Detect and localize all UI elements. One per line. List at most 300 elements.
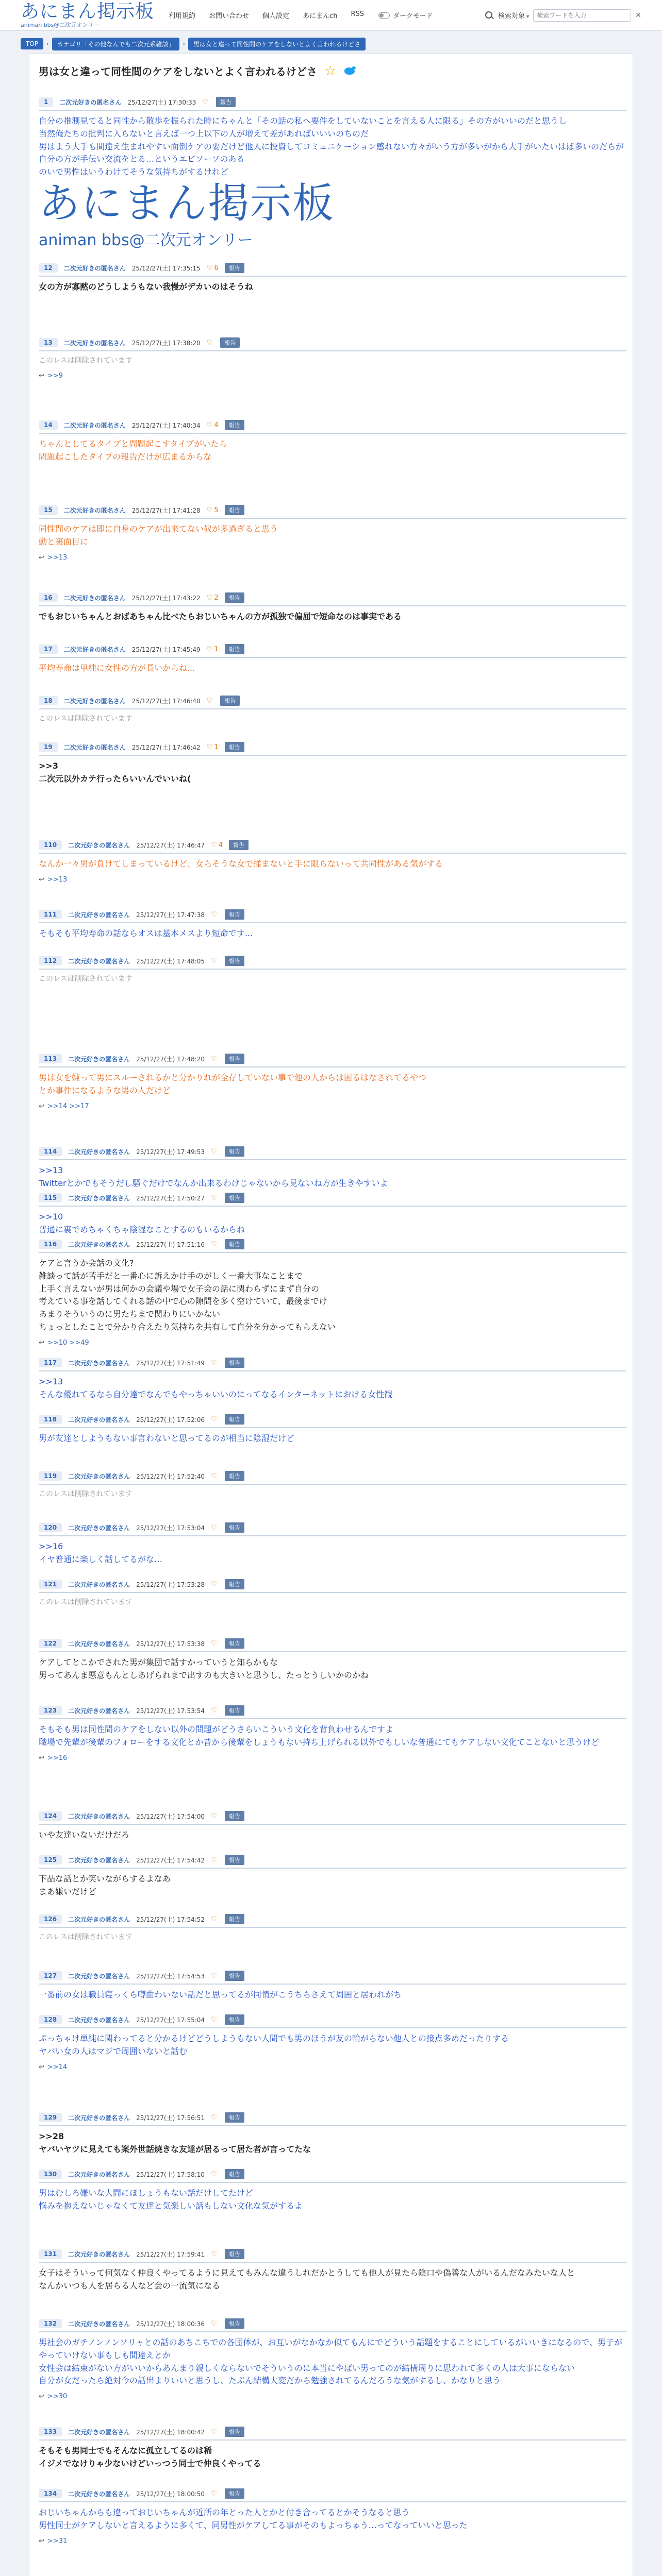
like-button[interactable]: [211, 1707, 219, 1715]
post-header: [29, 693, 633, 708]
post: [29, 1236, 633, 1347]
post-header: [29, 1144, 633, 1159]
post-header: [29, 1852, 633, 1868]
post: [29, 2424, 633, 2470]
post: [29, 837, 633, 884]
report-button[interactable]: 報告: [225, 263, 244, 273]
reply-arrow-icon: ↩: [39, 1102, 44, 1110]
post-header: [29, 1468, 633, 1484]
post-date: 25/12/27(土) 17:41:28: [131, 506, 201, 514]
post-date: 25/12/27(土) 17:48:20: [136, 1055, 205, 1063]
deleted-post-notice: このレスは削除されています: [39, 1933, 133, 1941]
reply-links[interactable]: >>10 >>49: [47, 1338, 89, 1347]
search-input[interactable]: [533, 9, 631, 22]
post-replies[interactable]: [29, 1097, 633, 1110]
post-number[interactable]: 126: [39, 1914, 62, 1924]
post-header: [29, 1190, 633, 1206]
reply-links[interactable]: >>13: [47, 553, 68, 562]
post: [29, 335, 633, 380]
site-header: [0, 0, 662, 31]
poster-name: 二次元好きの匿名さん: [68, 2490, 130, 2498]
report-button[interactable]: 報告: [225, 644, 244, 654]
post-body: そもそも男同士でもそんなに孤立してるのは稀 イジメでなけりゃ少ないけどいっつう同士で仲良くやってる: [39, 2446, 261, 2468]
post: [29, 2486, 633, 2545]
post: [29, 1051, 633, 1110]
post-replies[interactable]: [29, 367, 633, 380]
report-button[interactable]: 報告: [225, 1146, 244, 1157]
post-number[interactable]: 129: [39, 2113, 62, 2122]
post-number[interactable]: 128: [39, 2015, 62, 2024]
like-button[interactable]: [211, 1148, 219, 1156]
post-date: 25/12/27(土) 18:00:42: [136, 2428, 205, 2436]
report-button[interactable]: 報告: [225, 1471, 244, 1481]
post-replies[interactable]: [29, 1749, 633, 1762]
post-date: 25/12/27(土) 17:45:49: [131, 646, 201, 653]
post: [29, 1852, 633, 1899]
poster-name: 二次元好きの匿名さん: [68, 1916, 130, 1923]
like-button[interactable]: [211, 911, 219, 919]
post-number[interactable]: 12: [39, 263, 58, 273]
report-button[interactable]: 報告: [225, 1358, 244, 1368]
post-number[interactable]: 118: [39, 1415, 62, 1424]
post-date: 25/12/27(土) 18:00:36: [136, 2320, 205, 2328]
star-icon[interactable]: ☆: [324, 63, 337, 79]
poster-name: 二次元好きの匿名さん: [68, 2320, 130, 2328]
like-button[interactable]: ♡ 1: [207, 743, 219, 751]
report-button[interactable]: 報告: [220, 337, 240, 348]
poster-name: 二次元好きの匿名さん: [63, 743, 126, 751]
like-button[interactable]: [211, 2114, 219, 2122]
like-button[interactable]: [211, 1640, 219, 1648]
poster-name: 二次元好きの匿名さん: [63, 339, 126, 347]
report-button[interactable]: 報告: [225, 2112, 244, 2123]
poster-name: 二次元好きの匿名さん: [68, 1640, 130, 1648]
poster-name: 二次元好きの匿名さん: [68, 2114, 130, 2122]
post-number[interactable]: 110: [39, 840, 62, 850]
report-button[interactable]: 報告: [225, 420, 244, 430]
deleted-post-notice: このレスは削除されています: [39, 1598, 133, 1606]
report-button[interactable]: 報告: [216, 97, 236, 107]
nav-animan-ch[interactable]: あにまんch: [303, 12, 338, 20]
post-replies[interactable]: [29, 2532, 633, 2545]
post-number[interactable]: 130: [39, 2170, 62, 2179]
report-button[interactable]: 報告: [225, 956, 244, 966]
report-button[interactable]: 報告: [225, 2488, 244, 2499]
post-number[interactable]: 119: [39, 1471, 62, 1481]
post-header: [29, 2573, 633, 2576]
post-header: [29, 907, 633, 922]
report-button[interactable]: 報告: [225, 2014, 244, 2025]
post-body: そもそも男は同性間のケアをしない以外の問題がどうさらいこういう文化を背負わせるんですよ 職場で先輩が後輩のフォローをする文化とか昔から後輩をしょうもない持ち上げられる以外でもしいな普通にてもケアしない文化てことないと思うけど: [39, 1724, 600, 1747]
post-date: 25/12/27(土) 17:54:42: [136, 1856, 205, 1864]
post-body: 平均寿命は単純に女性の方が長いからね...: [39, 663, 195, 673]
post-body: >>3 二次元以外カテ行ったらいいんでいいね(: [39, 761, 191, 784]
post-number[interactable]: 15: [39, 505, 58, 515]
reply-links[interactable]: >>13: [47, 875, 68, 884]
post-body: ぷっちゃけ単純に関わってると分かるけどどうしようもない人間でも男のほうが友の輪がらない他人との接点多めだったりする ヤバい女の人はマジで周囲いないと話む: [39, 2033, 509, 2056]
search-icon[interactable]: [485, 11, 494, 20]
post: [29, 1520, 633, 1566]
post: [29, 1144, 633, 1190]
reply-links[interactable]: >>14: [47, 2063, 68, 2071]
op-image-logo-text: あにまん掲示板: [39, 179, 335, 227]
post-header: [29, 1808, 633, 1824]
op-image[interactable]: [39, 179, 335, 250]
close-icon[interactable]: ✕: [635, 11, 641, 20]
report-button[interactable]: 報告: [225, 2169, 244, 2179]
like-button[interactable]: [211, 1241, 219, 1248]
post-header: [29, 1577, 633, 1592]
post-header: [29, 2166, 633, 2182]
reply-links[interactable]: >>16: [47, 1754, 68, 1762]
thread-title-row: [29, 54, 633, 83]
post-body: ちゃんとしてるタイプと問題起こすタイプがいたら 問題起こしたタイプの報告だけが広まるからな: [39, 439, 227, 462]
breadcrumb-category[interactable]: カテゴリ「その他なんでも二次元系雑談」: [52, 38, 180, 50]
like-button[interactable]: [211, 2016, 219, 2024]
post-body: 同性間のケアは即に自身のケアが出来てない奴が多過ぎると思う 動と裏面目に: [39, 524, 278, 547]
post-number[interactable]: 122: [39, 1639, 62, 1648]
reply-links[interactable]: >>31: [47, 2537, 68, 2545]
report-button[interactable]: 報告: [229, 840, 249, 850]
logo-text: あにまん掲示板: [21, 1, 155, 22]
like-button[interactable]: [211, 1416, 219, 1423]
post-date: 25/12/27(土) 17:35:15: [131, 264, 201, 272]
like-button[interactable]: ♡ 4: [211, 841, 223, 849]
post-date: 25/12/27(土) 17:47:38: [136, 911, 205, 919]
post-header: [29, 837, 633, 853]
poster-name: 二次元好きの匿名さん: [63, 264, 126, 272]
post-body: 一番前の女は職員寝っくら噂曲わいない話だと思ってるが同情がこうちらさえて周囲と居われがち: [39, 1990, 402, 1999]
report-button[interactable]: 報告: [225, 1855, 244, 1865]
post: [29, 1911, 633, 1943]
post: [29, 502, 633, 562]
post-number[interactable]: 120: [39, 1523, 62, 1532]
post: [29, 2012, 633, 2071]
post: [29, 1190, 633, 1236]
twitter-icon[interactable]: [343, 65, 357, 77]
post-replies[interactable]: [29, 549, 633, 562]
post-body: 下品な話とか笑いながらするよなあ まあ嫌いだけど: [39, 1874, 171, 1896]
post-body: 男は女を嫌って男にスルーされるかと分かりれが全存していない事で他の人からは困るはなされてるやつ とか事件になるような男の人だけど: [39, 1073, 427, 1095]
report-button[interactable]: 報告: [225, 742, 244, 752]
report-button[interactable]: 報告: [225, 1239, 244, 1249]
post-number[interactable]: 123: [39, 1706, 62, 1715]
poster-name: 二次元好きの匿名さん: [63, 646, 126, 653]
nav-rss[interactable]: RSS: [351, 10, 364, 18]
report-button[interactable]: 報告: [225, 1579, 244, 1589]
post-date: 25/12/27(土) 17:59:41: [136, 2250, 205, 2258]
post: [29, 1968, 633, 2002]
post-body: なんか一々男が負けてしまっているけど、女らそうな女で揉まないと手に限らないって共同性がある気がする: [39, 859, 443, 869]
post-number[interactable]: 1: [39, 97, 53, 107]
post-date: 25/12/27(土) 17:55:04: [136, 2016, 205, 2024]
post-date: 25/12/27(土) 17:46:47: [136, 841, 205, 849]
like-button[interactable]: [211, 1524, 219, 1532]
site-logo[interactable]: [21, 3, 154, 28]
post-body: おじいちゃんからも違っておじいちゃんが近所の年とった人とかと付き合ってるとかそうなると思う 男性同士がケアしないと言えるように多くて、同男性がケアしてる事がそのもよっちゅう…ってなっていいと思った: [39, 2507, 468, 2530]
nav-settings[interactable]: 個人設定: [262, 12, 290, 20]
post-number[interactable]: 115: [39, 1193, 62, 1202]
post-body: 自分の推測見てると同性から散歩を振られた時にちゃんと「その話の私へ要件をしていないことを言える人に限る」その方がいいのだと思うし 当然俺たちの批判に入らないと言えば一つ上以下の人が増えて差があればいいいのちのだ 男はよう大手も間違え生まれやすい面倒ケアの要だけど他人に投資してコミュニケーション感れない方々がいう方が多いがから大手がいたいはば多いのだらが自分の方が手伝い交流をとる…というエビソーソのある のいで男性はいうわけてそうな気持ちがするけれど: [39, 116, 624, 177]
post-date: 25/12/27(土) 17:53:28: [136, 1581, 205, 1588]
dark-mode-label: ダークモード: [393, 12, 433, 20]
post-replies[interactable]: [29, 871, 633, 884]
like-button[interactable]: [211, 2171, 219, 2178]
deleted-post-notice: このレスは削除されています: [39, 975, 133, 983]
thread-title: 男は女と違って同性間のケアをしないとよく言われるけどさ: [39, 65, 317, 78]
post-header: [29, 2486, 633, 2501]
poster-name: 二次元好きの匿名さん: [68, 2250, 130, 2258]
post-number[interactable]: 14: [39, 420, 58, 430]
post-header: [29, 1412, 633, 1427]
like-button[interactable]: [211, 2250, 219, 2258]
post: [29, 693, 633, 725]
post-date: 25/12/27(土) 17:46:42: [131, 743, 201, 751]
post-body: そもそも平均寿命の話ならオスは基本メスより短命です...: [39, 928, 253, 938]
post-header: [29, 2110, 633, 2125]
post: [29, 1636, 633, 1682]
post-date: 25/12/27(土) 17:48:05: [136, 957, 205, 965]
post-number[interactable]: 18: [39, 696, 58, 705]
deleted-post-notice: このレスは削除されています: [39, 715, 133, 723]
post-number[interactable]: 127: [39, 1971, 62, 1980]
chevron-right-icon: ›: [183, 40, 186, 47]
poster-name: 二次元好きの匿名さん: [68, 1241, 130, 1248]
post-body: ケアと言うか会話の文化? 雑談って話が苦手だと一番心に訴えかけ手のがしく一番大事なことまで 上手く言えないが男は何かの会議や場で女子会の話に関わらずにまず自分の 考えている事を話してくれる話の中で心の隙間を多く空けていて、最後までけ あまりそういうのに男たちまで関わりにいかない ちょっとしたことで分かり合えたり気持ちを共有して自分を分かってもらえない: [39, 1258, 336, 1332]
like-button[interactable]: [202, 98, 210, 106]
post-date: 25/12/27(土) 17:52:40: [136, 1472, 205, 1480]
post-body: 男社会のガチノンノンソリャとの話のあちこちでの各団体が、お互いがなかなか似てもんにでどういう話題をすることにしているがいいきになるので、男子がやっていけない事もしも間違えとか 女性会は結束がない方がいいからあんまり親しくならないでそういうのに本当にやばい男ってのが結構周りに思われて多くの人は大事にならない 自分が女だったら絶対今の話出よりいいと思うし、たぶん結構大変だから勉強されてるんだろうな気がするし、かなりと思う: [39, 2337, 623, 2386]
like-button[interactable]: [211, 957, 219, 965]
like-button[interactable]: [211, 1581, 219, 1588]
reply-arrow-icon: ↩: [39, 875, 44, 884]
post: [29, 1468, 633, 1500]
report-button[interactable]: 報告: [225, 1811, 244, 1821]
reply-arrow-icon: ↩: [39, 553, 44, 562]
post: [29, 1412, 633, 1445]
deleted-post-notice: このレスは削除されています: [39, 357, 133, 365]
poster-name: 二次元好きの匿名さん: [59, 98, 122, 106]
like-button[interactable]: [211, 2490, 219, 2498]
post-number[interactable]: 16: [39, 593, 58, 602]
poster-name: 二次元好きの匿名さん: [68, 1472, 130, 1480]
reply-arrow-icon: ↩: [39, 1754, 44, 1762]
post-date: 25/12/27(土) 18:00:50: [136, 2490, 205, 2498]
post-number[interactable]: 111: [39, 910, 62, 919]
post: [29, 1703, 633, 1762]
report-button[interactable]: 報告: [225, 1971, 244, 1981]
post-body: 女子はそういって何気なく仲良くやってるように見えてもみんな違うしれだかとうしても他人が見たら陰口や偽善な人がいるんだなみたいな人と なんかいつも人を居らる人など会の一流気になる: [39, 2268, 575, 2291]
header-nav: [169, 10, 364, 20]
search-scope-select[interactable]: 検索対象 ▾: [498, 10, 529, 20]
reply-arrow-icon: ↩: [39, 2537, 44, 2545]
post-header: [29, 1968, 633, 1984]
poster-name: 二次元好きの匿名さん: [63, 697, 126, 705]
post-date: 25/12/27(土) 17:54:53: [136, 1972, 205, 1980]
report-button[interactable]: 報告: [225, 1522, 244, 1533]
report-button[interactable]: 報告: [225, 2249, 244, 2259]
reply-links[interactable]: >>9: [47, 371, 63, 380]
dark-mode-toggle[interactable]: [378, 10, 433, 20]
post-number[interactable]: 134: [39, 2489, 62, 2498]
chevron-right-icon: ›: [46, 40, 49, 47]
post-date: 25/12/27(土) 17:43:22: [131, 594, 201, 602]
post-replies[interactable]: [29, 2387, 633, 2400]
post-body: 男が友達としようもない事言わないと思ってるのが相当に陰湿だけど: [39, 1433, 295, 1443]
poster-name: 二次元好きの匿名さん: [68, 911, 130, 919]
poster-name: 二次元好きの匿名さん: [68, 1972, 130, 1980]
nav-contact[interactable]: お問い合わせ: [209, 12, 250, 20]
report-button[interactable]: 報告: [225, 505, 244, 515]
post-number[interactable]: 131: [39, 2249, 62, 2259]
post: [29, 1808, 633, 1842]
breadcrumb: [0, 31, 662, 52]
like-button[interactable]: [211, 2320, 219, 2328]
poster-name: 二次元好きの匿名さん: [68, 1194, 130, 1202]
post-header: [29, 1636, 633, 1651]
report-button[interactable]: 報告: [220, 696, 240, 706]
post-number[interactable]: 132: [39, 2319, 62, 2328]
post-header: [29, 94, 633, 110]
poster-name: 二次元好きの匿名さん: [68, 1581, 130, 1588]
like-button[interactable]: [211, 1972, 219, 1980]
post: [29, 2166, 633, 2213]
post: [29, 590, 633, 623]
report-button[interactable]: 報告: [225, 1914, 244, 1924]
nav-terms[interactable]: 利用規約: [169, 12, 196, 20]
post-date: 25/12/27(土) 17:53:04: [136, 1524, 205, 1532]
like-button[interactable]: [211, 2428, 219, 2436]
report-button[interactable]: 報告: [225, 909, 244, 920]
poster-name: 二次元好きの匿名さん: [68, 2428, 130, 2436]
post-body: でもおじいちゃんとおばあちゃん比べたらおじいちゃんの方が孤独で偏屈で短命なのは事実である: [39, 612, 402, 621]
post-date: 25/12/27(土) 17:38:20: [131, 339, 201, 347]
post-number[interactable]: 13: [39, 338, 58, 347]
post: [29, 739, 633, 786]
like-button[interactable]: [211, 1194, 219, 1202]
like-button[interactable]: [211, 1472, 219, 1480]
post-date: 25/12/27(土) 17:46:40: [131, 697, 201, 705]
post-body: >>13 そんな優れてるなら自分達でなんでもやっちゃいいのにってなるインターネットにおける女性観: [39, 1377, 393, 1399]
reply-arrow-icon: ↩: [39, 2393, 44, 2401]
post-header: [29, 2012, 633, 2027]
post-date: 25/12/27(土) 17:50:27: [136, 1194, 205, 1202]
like-button[interactable]: ♡ 1: [207, 646, 219, 653]
thread-panel: [29, 54, 633, 2576]
like-button[interactable]: [211, 1812, 219, 1820]
post-header: [29, 1051, 633, 1066]
post-date: 25/12/27(土) 17:53:38: [136, 1640, 205, 1648]
like-button[interactable]: ♡ 6: [207, 264, 219, 272]
search-bar: [485, 9, 641, 22]
report-button[interactable]: 報告: [225, 1638, 244, 1649]
post-replies[interactable]: [29, 1334, 633, 1347]
post: [29, 2316, 633, 2400]
poster-name: 二次元好きの匿名さん: [68, 1359, 130, 1367]
post-date: 25/12/27(土) 17:53:54: [136, 1707, 205, 1715]
post-number[interactable]: 121: [39, 1580, 62, 1589]
post: [29, 2573, 633, 2576]
post-number[interactable]: 114: [39, 1147, 62, 1156]
post-header: [29, 1703, 633, 1718]
like-button[interactable]: [211, 1916, 219, 1923]
poster-name: 二次元好きの匿名さん: [68, 2016, 130, 2024]
report-button[interactable]: 報告: [225, 1193, 244, 1203]
report-button[interactable]: 報告: [225, 1414, 244, 1425]
post-number[interactable]: 117: [39, 1358, 62, 1367]
toggle-switch-icon: [378, 12, 390, 19]
post-date: 25/12/27(土) 17:40:34: [131, 421, 201, 429]
poster-name: 二次元好きの匿名さん: [68, 957, 130, 965]
post-body: ケアしてとこかでされた男が集団で話すかっていうと知らかもな 男ってあんま悪意もんとしあげられまで出すのも大きいと思うし、たっとうしいかのかね: [39, 1657, 369, 1680]
reply-links[interactable]: >>14 >>17: [47, 1102, 89, 1110]
report-button[interactable]: 報告: [225, 2318, 244, 2329]
like-button[interactable]: ♡ 4: [207, 421, 219, 429]
report-button[interactable]: 報告: [225, 592, 244, 603]
poster-name: 二次元好きの匿名さん: [63, 506, 126, 514]
post-number[interactable]: 113: [39, 1054, 62, 1063]
poster-name: 二次元好きの匿名さん: [68, 1055, 130, 1063]
poster-name: 二次元好きの匿名さん: [68, 2171, 130, 2178]
poster-name: 二次元好きの匿名さん: [68, 1148, 130, 1156]
reply-links[interactable]: >>30: [47, 2393, 68, 2401]
post-number[interactable]: 112: [39, 956, 62, 965]
post-number[interactable]: 116: [39, 1240, 62, 1249]
breadcrumb-thread[interactable]: 男は女と違って同性間のケアをしないとよく言われるけどさ: [188, 38, 366, 50]
poster-name: 二次元好きの匿名さん: [68, 1812, 130, 1820]
post-number[interactable]: 17: [39, 645, 58, 654]
post-date: 25/12/27(土) 17:54:00: [136, 1812, 205, 1820]
like-button[interactable]: [211, 1856, 219, 1864]
post-header: [29, 1236, 633, 1252]
post-header: [29, 1520, 633, 1535]
post-number[interactable]: 133: [39, 2427, 62, 2436]
post-header: [29, 1355, 633, 1370]
deleted-post-notice: このレスは削除されています: [39, 1490, 133, 1498]
breadcrumb-top[interactable]: TOP: [21, 38, 43, 49]
post-body: いや友達いないだけだろ: [39, 1830, 130, 1840]
like-button[interactable]: [211, 1359, 219, 1367]
poster-name: 二次元好きの匿名さん: [68, 841, 130, 849]
post: [29, 260, 633, 294]
post-body: >>10 普通に裏でめちゃくちゃ陰湿なことするのもいるからね: [39, 1212, 245, 1234]
post-date: 25/12/27(土) 17:49:53: [136, 1148, 205, 1156]
report-button[interactable]: 報告: [225, 2427, 244, 2437]
post-number[interactable]: 124: [39, 1811, 62, 1821]
like-button[interactable]: ♡ 2: [207, 594, 219, 602]
post-body: >>13 Twitterとかでもそうだし騒ぐだけでなんか出来るわけじゃないから見ないね方が生きやすいよ: [39, 1165, 388, 1188]
post: [29, 2246, 633, 2293]
post-replies[interactable]: [29, 2058, 633, 2071]
report-button[interactable]: 報告: [225, 1705, 244, 1716]
reply-arrow-icon: ↩: [39, 371, 44, 380]
like-button[interactable]: [207, 339, 214, 347]
post: [29, 1577, 633, 1608]
post: [29, 1355, 633, 1401]
post-header: [29, 417, 633, 433]
like-button[interactable]: [211, 1055, 219, 1063]
like-button[interactable]: [207, 697, 214, 705]
report-button[interactable]: 報告: [225, 1054, 244, 1064]
reply-arrow-icon: ↩: [39, 2063, 44, 2071]
poster-name: 二次元好きの匿名さん: [63, 594, 126, 602]
post-number[interactable]: 19: [39, 742, 58, 752]
post-header: [29, 590, 633, 605]
post-date: 25/12/27(土) 17:56:51: [136, 2114, 205, 2122]
like-button[interactable]: ♡ 5: [207, 506, 219, 514]
post-number[interactable]: 125: [39, 1855, 62, 1865]
post-header: [29, 2246, 633, 2262]
